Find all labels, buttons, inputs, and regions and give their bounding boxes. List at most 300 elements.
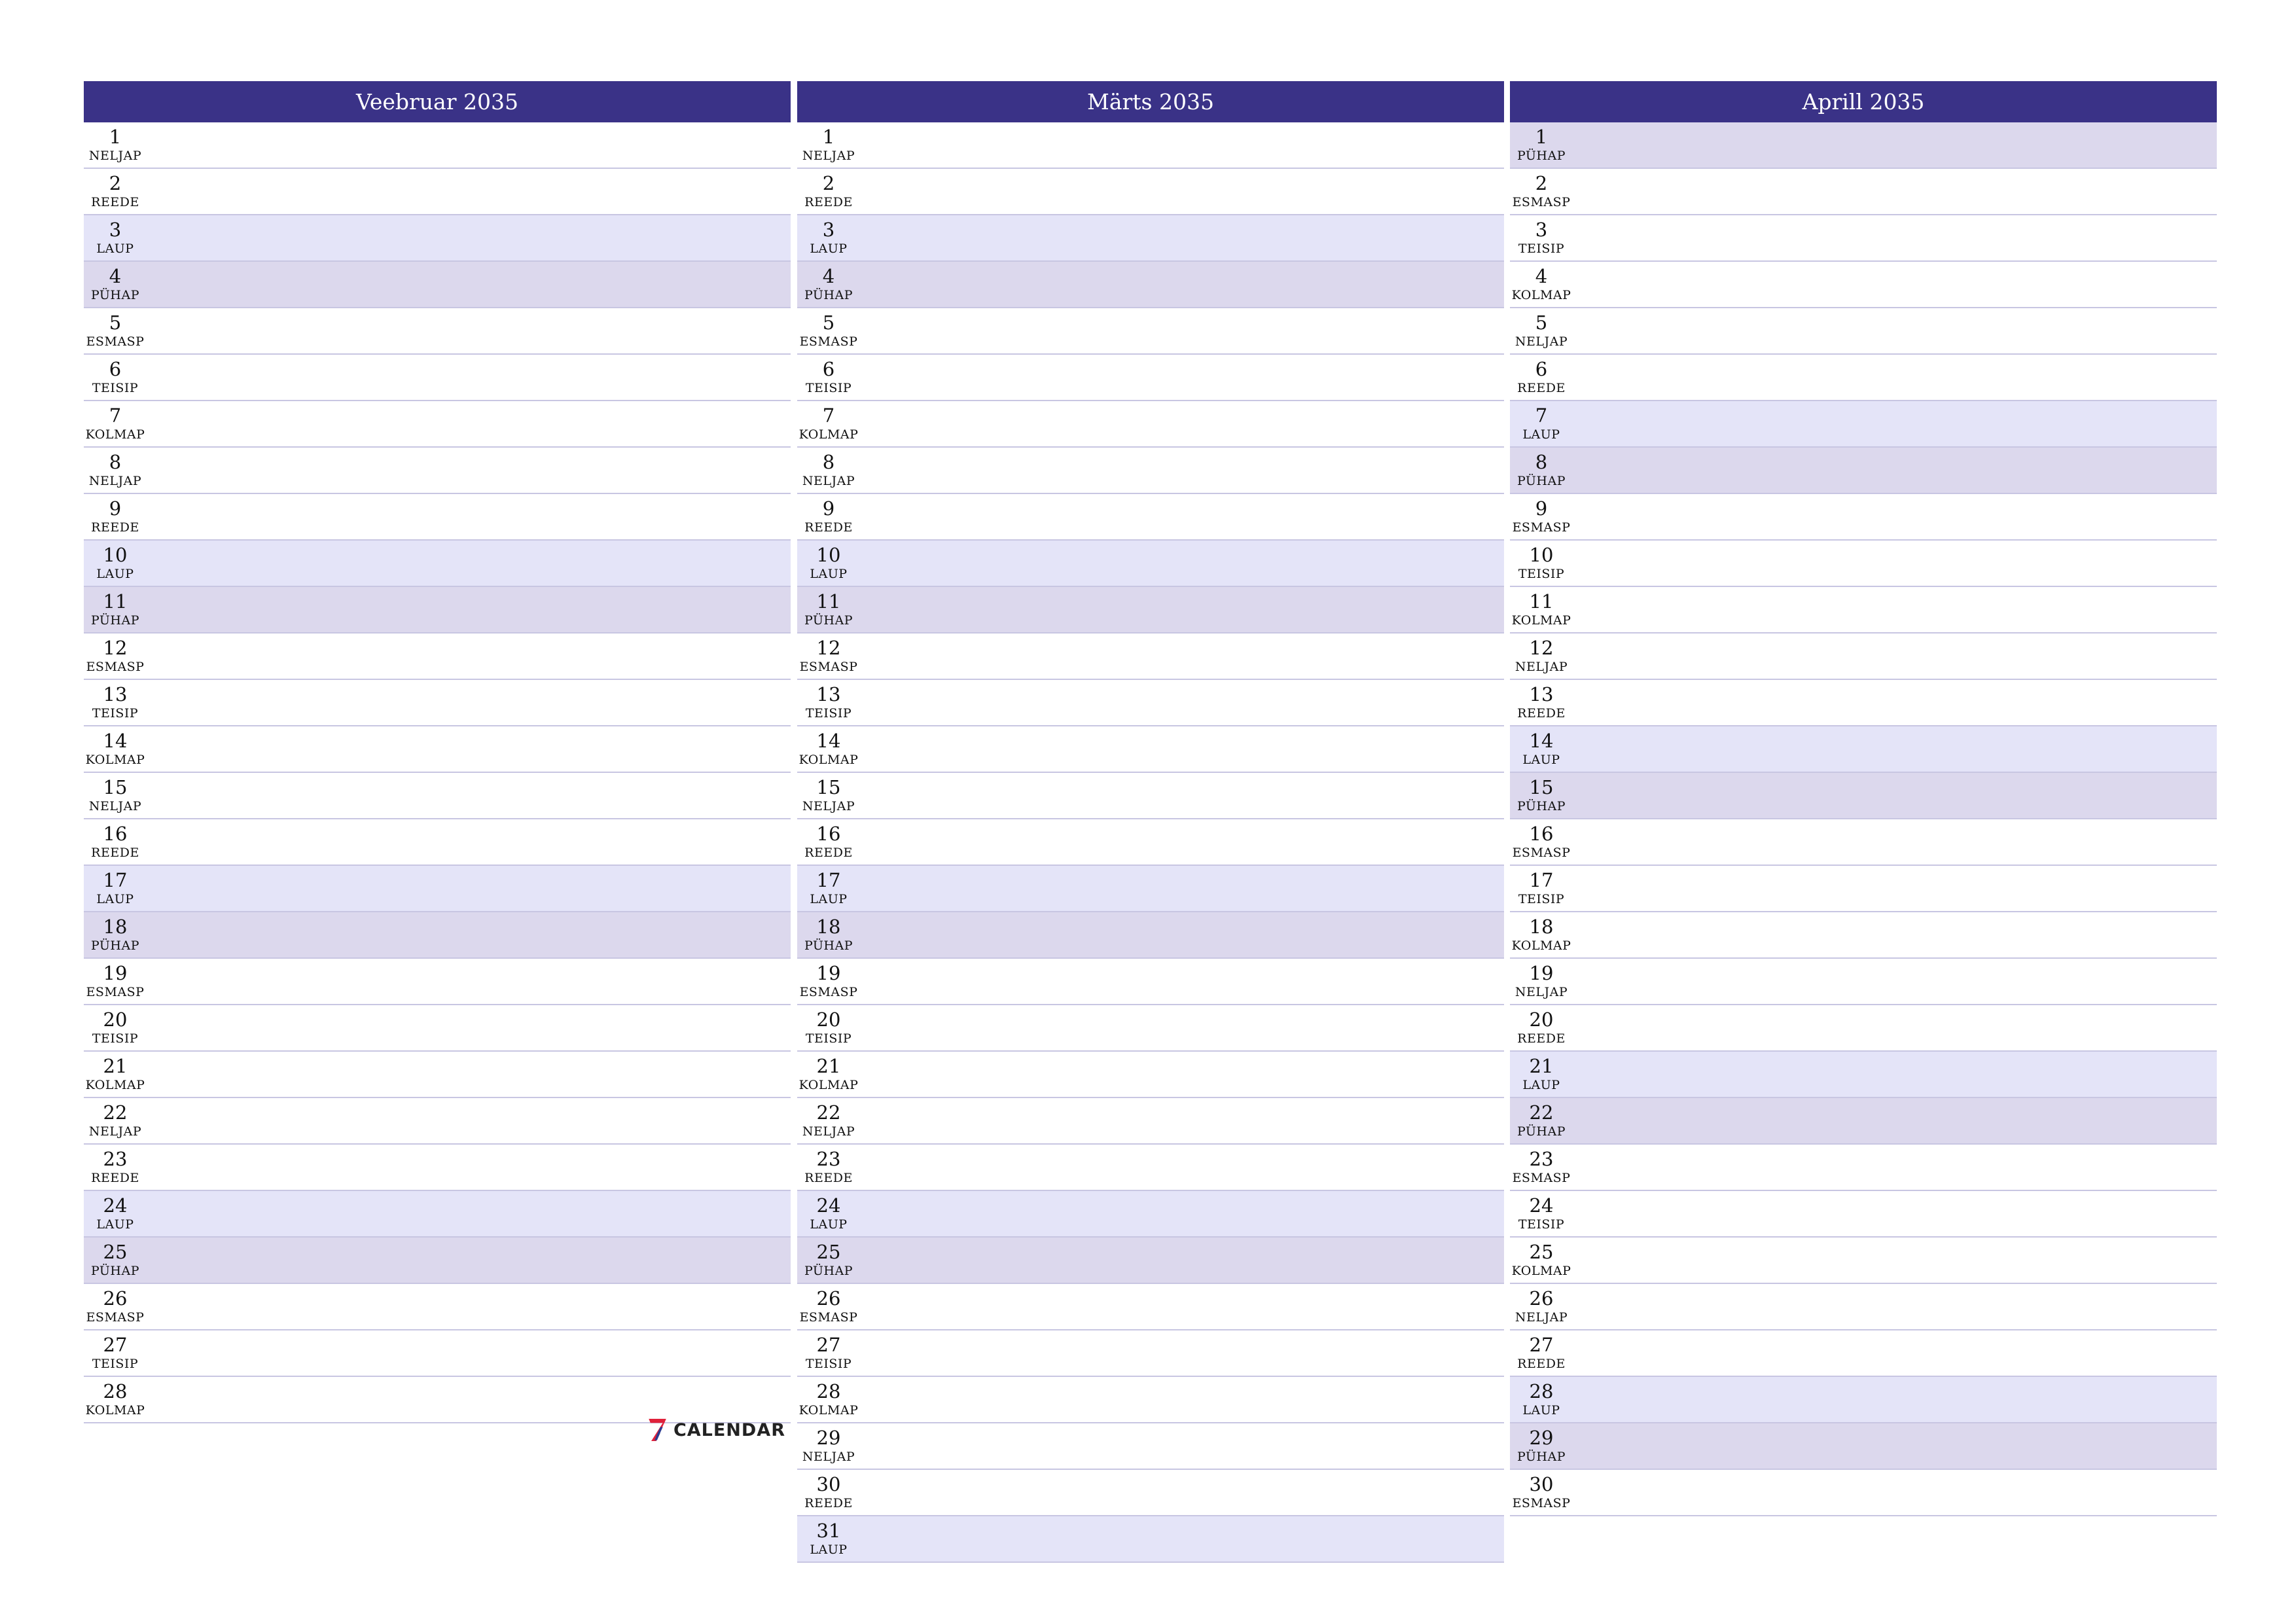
weekday-name: PÜHAP <box>804 288 853 302</box>
weekday-name: KOLMAP <box>1511 938 1571 953</box>
day-cell <box>797 591 860 628</box>
day-number: 10 <box>816 544 841 566</box>
day-cell <box>84 1288 147 1325</box>
day-cell <box>84 870 147 907</box>
day-number: 10 <box>1529 544 1554 566</box>
day-row <box>84 401 791 448</box>
day-list <box>84 122 791 1423</box>
day-row <box>797 1330 1504 1377</box>
weekday-name: LAUP <box>96 1217 134 1232</box>
weekday-name: NELJAP <box>1515 660 1568 674</box>
weekday-name: LAUP <box>1522 1078 1560 1092</box>
day-row <box>84 262 791 308</box>
day-row <box>797 448 1504 494</box>
day-row <box>797 1005 1504 1052</box>
weekday-name: NELJAP <box>1515 985 1568 999</box>
day-cell <box>797 126 860 164</box>
month-column-march <box>797 81 1504 1563</box>
day-row <box>797 587 1504 633</box>
day-row <box>797 959 1504 1005</box>
day-cell <box>797 312 860 349</box>
weekday-name: TEISIP <box>805 381 852 395</box>
day-number: 21 <box>1529 1055 1554 1077</box>
day-number: 7 <box>822 404 835 427</box>
day-number: 23 <box>1529 1148 1554 1170</box>
day-row <box>84 448 791 494</box>
weekday-name: NELJAP <box>802 799 855 813</box>
day-number: 27 <box>1529 1334 1554 1356</box>
day-cell <box>1510 1009 1573 1046</box>
day-row <box>84 541 791 587</box>
day-number: 21 <box>103 1055 128 1077</box>
weekday-name: REEDE <box>1517 1031 1566 1046</box>
day-number: 11 <box>816 590 841 613</box>
day-number: 24 <box>1529 1194 1554 1217</box>
day-row <box>84 633 791 680</box>
day-row <box>84 355 791 401</box>
day-number: 2 <box>822 172 835 194</box>
day-cell <box>1510 219 1573 257</box>
weekday-name: REEDE <box>804 1171 853 1185</box>
weekday-name: TEISIP <box>92 381 139 395</box>
day-cell <box>1510 1381 1573 1418</box>
day-cell <box>84 1195 147 1232</box>
day-cell <box>1510 1474 1573 1511</box>
day-row <box>1510 1423 2217 1470</box>
weekday-name: PÜHAP <box>1516 1124 1566 1139</box>
weekday-name: ESMASP <box>1512 846 1571 860</box>
day-cell <box>797 1149 860 1186</box>
weekday-name: PÜHAP <box>1516 474 1566 488</box>
day-cell <box>84 1334 147 1372</box>
weekday-name: REEDE <box>1517 706 1566 721</box>
weekday-name: KOLMAP <box>85 1403 145 1418</box>
day-row <box>84 680 791 726</box>
day-cell <box>797 498 860 535</box>
day-row <box>797 541 1504 587</box>
weekday-name: TEISIP <box>805 1357 852 1371</box>
month-title: Veebruar 2035 <box>84 81 791 122</box>
day-row <box>1510 355 2217 401</box>
day-row <box>797 819 1504 866</box>
weekday-name: ESMASP <box>1512 1496 1571 1510</box>
day-row <box>1510 773 2217 819</box>
day-cell <box>797 1381 860 1418</box>
day-cell <box>84 1056 147 1093</box>
weekday-name: KOLMAP <box>798 1078 859 1092</box>
weekday-name: REEDE <box>804 1496 853 1510</box>
day-cell <box>797 219 860 257</box>
weekday-name: REEDE <box>91 1171 139 1185</box>
weekday-name: ESMASP <box>799 1310 858 1325</box>
day-row <box>1510 541 2217 587</box>
day-cell <box>1510 173 1573 210</box>
day-cell <box>84 359 147 396</box>
month-column-february <box>84 81 791 1423</box>
day-number: 5 <box>109 312 122 334</box>
day-row <box>797 1098 1504 1145</box>
day-cell <box>797 637 860 675</box>
day-row <box>1510 819 2217 866</box>
day-cell <box>84 405 147 442</box>
day-row <box>1510 215 2217 262</box>
day-row <box>1510 494 2217 541</box>
day-cell <box>84 173 147 210</box>
day-row <box>1510 959 2217 1005</box>
day-number: 12 <box>103 637 128 659</box>
day-row <box>797 1191 1504 1238</box>
day-row <box>797 633 1504 680</box>
day-row <box>797 1284 1504 1330</box>
day-cell <box>797 359 860 396</box>
day-number: 4 <box>109 265 122 287</box>
weekday-name: NELJAP <box>802 1450 855 1464</box>
day-number: 28 <box>103 1380 128 1402</box>
day-number: 17 <box>103 869 128 891</box>
day-cell <box>1510 266 1573 303</box>
weekday-name: KOLMAP <box>798 753 859 767</box>
day-number: 9 <box>109 497 122 520</box>
day-number: 19 <box>816 962 841 984</box>
day-row <box>1510 587 2217 633</box>
weekday-name: KOLMAP <box>1511 613 1571 628</box>
weekday-name: KOLMAP <box>1511 288 1571 302</box>
day-cell <box>797 1241 860 1279</box>
day-number: 25 <box>1529 1241 1554 1263</box>
day-cell <box>1510 1241 1573 1279</box>
weekday-name: PÜHAP <box>90 938 140 953</box>
weekday-name: PÜHAP <box>804 1264 853 1278</box>
weekday-name: PÜHAP <box>804 938 853 953</box>
day-number: 1 <box>822 126 835 148</box>
day-cell <box>797 777 860 814</box>
day-number: 8 <box>1535 451 1548 473</box>
day-cell <box>797 916 860 954</box>
day-number: 9 <box>1535 497 1548 520</box>
day-cell <box>1510 312 1573 349</box>
day-cell <box>797 1195 860 1232</box>
weekday-name: PÜHAP <box>1516 149 1566 163</box>
day-row <box>797 866 1504 912</box>
day-row <box>797 1377 1504 1423</box>
day-number: 14 <box>103 730 128 752</box>
day-row <box>1510 1377 2217 1423</box>
day-cell <box>1510 498 1573 535</box>
weekday-name: LAUP <box>96 892 134 906</box>
day-row <box>797 308 1504 355</box>
day-row <box>84 1052 791 1098</box>
day-cell <box>797 1427 860 1465</box>
day-number: 8 <box>109 451 122 473</box>
day-row <box>797 1238 1504 1284</box>
day-number: 11 <box>1529 590 1554 613</box>
weekday-name: LAUP <box>1522 1403 1560 1418</box>
weekday-name: LAUP <box>810 567 848 581</box>
day-row <box>84 587 791 633</box>
day-cell <box>797 1474 860 1511</box>
day-row <box>1510 448 2217 494</box>
day-number: 12 <box>816 637 841 659</box>
day-cell <box>1510 1102 1573 1139</box>
day-row <box>1510 1238 2217 1284</box>
weekday-name: LAUP <box>810 1543 848 1557</box>
day-row <box>797 494 1504 541</box>
weekday-name: PÜHAP <box>90 288 140 302</box>
day-row <box>797 169 1504 215</box>
weekday-name: NELJAP <box>1515 334 1568 349</box>
day-number: 14 <box>816 730 841 752</box>
day-cell <box>1510 916 1573 954</box>
day-number: 4 <box>822 265 835 287</box>
day-row <box>797 122 1504 169</box>
day-row <box>84 1145 791 1191</box>
day-row <box>84 726 791 773</box>
day-cell <box>84 1009 147 1046</box>
weekday-name: ESMASP <box>799 660 858 674</box>
day-number: 16 <box>1529 823 1554 845</box>
day-number: 26 <box>816 1287 841 1310</box>
weekday-name: ESMASP <box>799 334 858 349</box>
day-number: 5 <box>822 312 835 334</box>
day-row <box>84 912 791 959</box>
day-number: 1 <box>1535 126 1548 148</box>
day-number: 18 <box>103 916 128 938</box>
weekday-name: LAUP <box>810 241 848 256</box>
day-row <box>84 1284 791 1330</box>
day-cell <box>84 684 147 721</box>
day-row <box>797 1516 1504 1563</box>
day-row <box>797 215 1504 262</box>
day-cell <box>797 823 860 861</box>
day-cell <box>84 823 147 861</box>
day-row <box>84 308 791 355</box>
day-number: 16 <box>816 823 841 845</box>
day-cell <box>84 916 147 954</box>
day-row <box>84 215 791 262</box>
day-row <box>797 401 1504 448</box>
weekday-name: REEDE <box>91 520 139 535</box>
day-cell <box>1510 963 1573 1000</box>
day-cell <box>1510 1288 1573 1325</box>
day-cell <box>1510 359 1573 396</box>
weekday-name: TEISIP <box>1518 567 1565 581</box>
day-cell <box>1510 1427 1573 1465</box>
day-row <box>84 1191 791 1238</box>
day-number: 27 <box>816 1334 841 1356</box>
day-row <box>84 1330 791 1377</box>
weekday-name: ESMASP <box>86 334 145 349</box>
day-number: 7 <box>1535 404 1548 427</box>
day-cell <box>84 777 147 814</box>
day-row <box>84 866 791 912</box>
day-cell <box>797 1056 860 1093</box>
day-number: 29 <box>1529 1427 1554 1449</box>
day-cell <box>797 730 860 768</box>
day-number: 28 <box>816 1380 841 1402</box>
day-row <box>84 1098 791 1145</box>
day-row <box>1510 1284 2217 1330</box>
day-row <box>1510 1191 2217 1238</box>
day-row <box>1510 912 2217 959</box>
day-cell <box>84 452 147 489</box>
day-row <box>1510 726 2217 773</box>
day-cell <box>84 1381 147 1418</box>
day-number: 8 <box>822 451 835 473</box>
day-cell <box>1510 452 1573 489</box>
day-cell <box>84 498 147 535</box>
weekday-name: ESMASP <box>799 985 858 999</box>
day-number: 13 <box>1529 683 1554 705</box>
weekday-name: ESMASP <box>86 1310 145 1325</box>
day-cell <box>84 963 147 1000</box>
day-list <box>797 122 1504 1563</box>
day-cell <box>1510 544 1573 582</box>
day-cell <box>797 1334 860 1372</box>
day-cell <box>797 684 860 721</box>
weekday-name: REEDE <box>91 195 139 209</box>
day-cell <box>1510 405 1573 442</box>
weekday-name: LAUP <box>1522 753 1560 767</box>
weekday-name: TEISIP <box>92 1031 139 1046</box>
day-number: 3 <box>822 219 835 241</box>
day-cell <box>797 1009 860 1046</box>
day-number: 2 <box>1535 172 1548 194</box>
day-number: 22 <box>816 1101 841 1124</box>
weekday-name: ESMASP <box>1512 520 1571 535</box>
logo-text: CALENDAR <box>673 1419 785 1440</box>
weekday-name: NELJAP <box>88 799 142 813</box>
day-number: 30 <box>1529 1473 1554 1495</box>
weekday-name: TEISIP <box>1518 241 1565 256</box>
day-cell <box>84 126 147 164</box>
seven-logo-icon <box>648 1411 667 1449</box>
day-row <box>1510 1145 2217 1191</box>
weekday-name: TEISIP <box>1518 1217 1565 1232</box>
weekday-name: LAUP <box>810 892 848 906</box>
day-number: 7 <box>109 404 122 427</box>
day-list <box>1510 122 2217 1516</box>
day-cell <box>1510 777 1573 814</box>
day-row <box>1510 169 2217 215</box>
day-number: 6 <box>1535 358 1548 380</box>
day-cell <box>1510 126 1573 164</box>
weekday-name: NELJAP <box>88 474 142 488</box>
day-cell <box>797 173 860 210</box>
day-row <box>1510 1052 2217 1098</box>
day-cell <box>84 312 147 349</box>
day-number: 22 <box>103 1101 128 1124</box>
day-row <box>797 912 1504 959</box>
day-cell <box>1510 591 1573 628</box>
weekday-name: KOLMAP <box>85 427 145 442</box>
weekday-name: TEISIP <box>1518 892 1565 906</box>
day-cell <box>1510 730 1573 768</box>
day-row <box>84 1005 791 1052</box>
day-cell <box>797 1288 860 1325</box>
day-cell <box>797 452 860 489</box>
weekday-name: KOLMAP <box>85 1078 145 1092</box>
day-cell <box>84 591 147 628</box>
day-cell <box>84 544 147 582</box>
day-number: 9 <box>822 497 835 520</box>
day-number: 17 <box>1529 869 1554 891</box>
weekday-name: TEISIP <box>805 1031 852 1046</box>
weekday-name: NELJAP <box>1515 1310 1568 1325</box>
weekday-name: NELJAP <box>88 1124 142 1139</box>
day-row <box>1510 1330 2217 1377</box>
month-title: Aprill 2035 <box>1510 81 2217 122</box>
day-number: 30 <box>816 1473 841 1495</box>
day-cell <box>1510 870 1573 907</box>
day-row <box>797 262 1504 308</box>
day-number: 25 <box>103 1241 128 1263</box>
day-number: 24 <box>103 1194 128 1217</box>
weekday-name: REEDE <box>1517 381 1566 395</box>
day-number: 19 <box>1529 962 1554 984</box>
day-number: 28 <box>1529 1380 1554 1402</box>
day-cell <box>1510 684 1573 721</box>
day-number: 20 <box>103 1008 128 1031</box>
day-row <box>797 773 1504 819</box>
day-row <box>84 169 791 215</box>
day-number: 20 <box>1529 1008 1554 1031</box>
day-cell <box>1510 1056 1573 1093</box>
day-number: 10 <box>103 544 128 566</box>
day-number: 13 <box>816 683 841 705</box>
day-row <box>84 773 791 819</box>
day-row <box>1510 401 2217 448</box>
day-number: 23 <box>816 1148 841 1170</box>
month-column-april <box>1510 81 2217 1516</box>
weekday-name: NELJAP <box>88 149 142 163</box>
day-number: 14 <box>1529 730 1554 752</box>
day-row <box>797 680 1504 726</box>
day-row <box>84 1238 791 1284</box>
day-row <box>1510 1005 2217 1052</box>
day-cell <box>84 1149 147 1186</box>
weekday-name: PÜHAP <box>90 1264 140 1278</box>
day-cell <box>84 266 147 303</box>
day-number: 2 <box>109 172 122 194</box>
day-number: 11 <box>103 590 128 613</box>
day-number: 17 <box>816 869 841 891</box>
day-cell <box>84 1241 147 1279</box>
day-number: 6 <box>109 358 122 380</box>
weekday-name: REEDE <box>91 846 139 860</box>
day-number: 31 <box>816 1520 841 1542</box>
day-number: 1 <box>109 126 122 148</box>
day-cell <box>84 637 147 675</box>
day-row <box>797 1052 1504 1098</box>
day-number: 29 <box>816 1427 841 1449</box>
weekday-name: REEDE <box>804 846 853 860</box>
day-number: 25 <box>816 1241 841 1263</box>
day-number: 4 <box>1535 265 1548 287</box>
weekday-name: NELJAP <box>802 1124 855 1139</box>
weekday-name: KOLMAP <box>798 427 859 442</box>
day-row <box>1510 1098 2217 1145</box>
day-cell <box>797 870 860 907</box>
weekday-name: KOLMAP <box>85 753 145 767</box>
day-row <box>1510 262 2217 308</box>
day-number: 15 <box>1529 776 1554 798</box>
day-cell <box>84 730 147 768</box>
day-number: 15 <box>103 776 128 798</box>
day-row <box>797 355 1504 401</box>
day-number: 24 <box>816 1194 841 1217</box>
weekday-name: LAUP <box>96 241 134 256</box>
weekday-name: ESMASP <box>86 985 145 999</box>
